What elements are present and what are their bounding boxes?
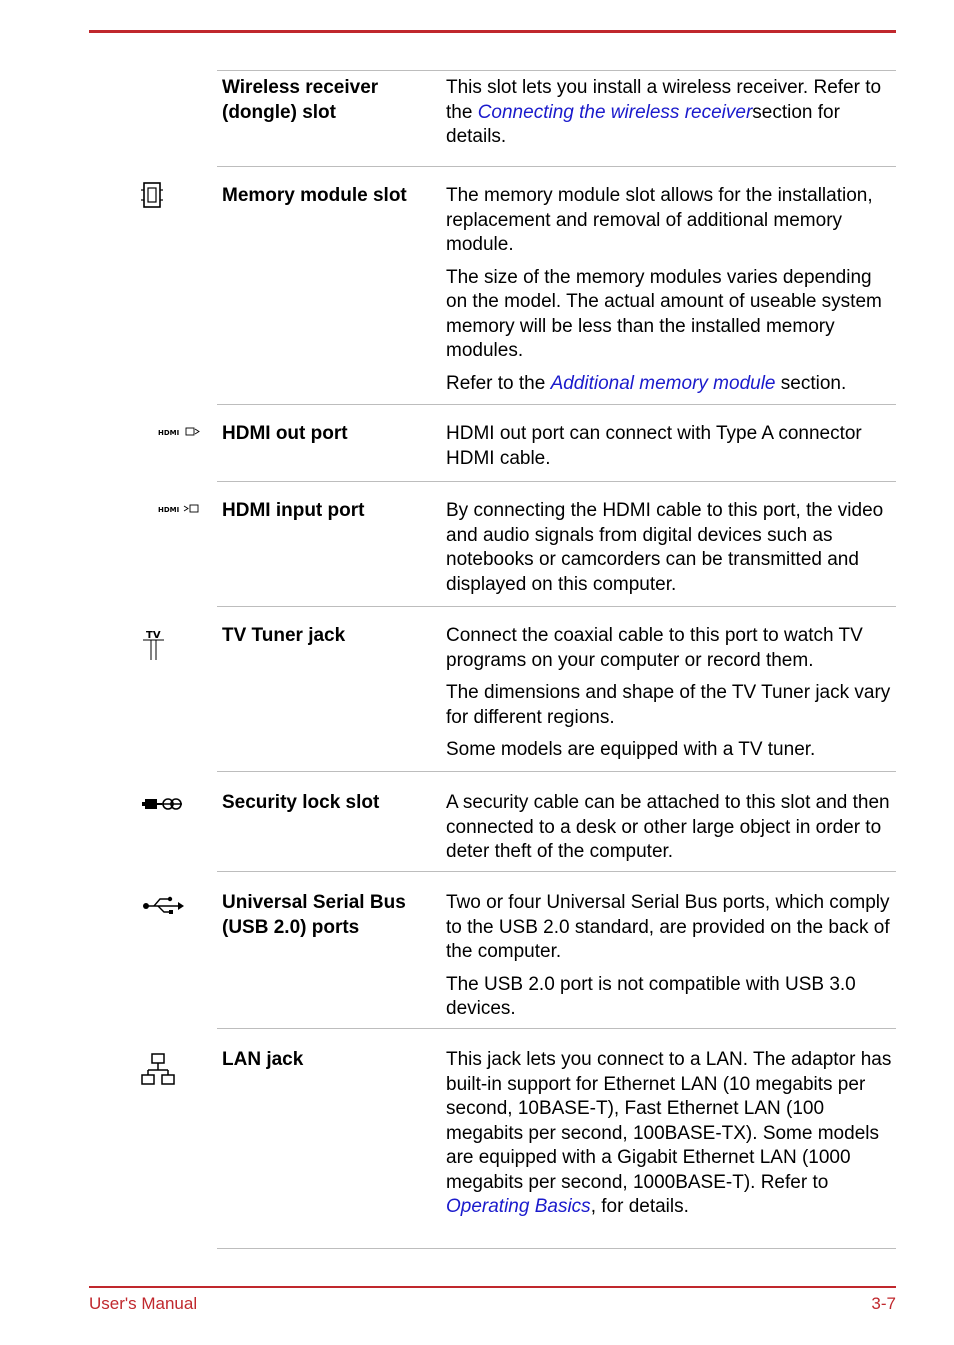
- desc-paragraph: The memory module slot allows for the installation, replacement and removal of additional memory module.: [446, 185, 873, 255]
- table-row-memory-module: [0, 166, 954, 404]
- lan-icon: [140, 1052, 190, 1086]
- term-security-lock: Security lock slot: [222, 792, 380, 813]
- term-tv-tuner: TV Tuner jack: [222, 625, 346, 646]
- desc-text: This slot lets you install a wireless receiver. Refer to the: [446, 77, 882, 123]
- link-connecting-wireless-receiver[interactable]: Connecting the wireless receiver: [477, 101, 753, 123]
- table-row-hdmi-in: [0, 481, 954, 606]
- table-row-wireless-receiver: [0, 70, 954, 154]
- desc-usb: [446, 877, 896, 1022]
- desc-paragraph: Connect the coaxial cable to this port to watch TV programs on your computer or record them.: [446, 625, 863, 671]
- desc-text: This jack lets you connect to a LAN. The adaptor has built-in support for Ethernet LAN (10 megabits per second, 10BASE-T), Fast Ethernet LAN (100 megabits per second, 100BASE-TX). Some models are equipped with a Gigabit Ethernet LAN (1000 megabits per second, 1000BASE-T). Refer to: [446, 1049, 892, 1193]
- desc-text: , for details.: [590, 1196, 689, 1217]
- desc-lan: [446, 1034, 896, 1220]
- table-row-hdmi-out: [0, 404, 954, 481]
- table-row-usb: [0, 871, 954, 1028]
- term-lan: LAN jack: [222, 1049, 304, 1070]
- desc-tv-tuner: [446, 612, 896, 763]
- header-rule: [89, 30, 896, 33]
- desc-paragraph: A security cable can be attached to this slot and then connected to a desk or other large object in order to deter theft of the computer.: [446, 792, 890, 862]
- table-row-lan: [0, 1028, 954, 1249]
- link-operating-basics[interactable]: Operating Basics: [446, 1196, 591, 1217]
- desc-paragraph: The dimensions and shape of the TV Tuner jack vary for different regions.: [446, 682, 891, 728]
- table-row-security-lock: [0, 771, 954, 871]
- link-additional-memory-module[interactable]: Additional memory module: [550, 372, 776, 394]
- term-wireless-receiver: Wireless receiver (dongle) slot: [222, 77, 379, 123]
- desc-paragraph: The size of the memory modules varies depending on the model. The actual amount of useable system memory will be less than the installed memory modules.: [446, 266, 882, 361]
- desc-wireless-receiver: [446, 76, 896, 150]
- footer-manual-title: User's Manual: [89, 1294, 198, 1313]
- desc-security-lock: [446, 777, 896, 865]
- desc-text: section for details.: [446, 101, 840, 147]
- desc-paragraph: By connecting the HDMI cable to this port, the video and audio signals from digital devices such as notebooks or camcorders can be transmitted and displayed on this computer.: [446, 500, 884, 595]
- table-row-tv-tuner: [0, 606, 954, 771]
- desc-paragraph: Some models are equipped with a TV tuner.: [446, 739, 816, 760]
- term-hdmi-in: HDMI input port: [222, 500, 365, 521]
- usb-icon: [142, 895, 192, 929]
- ports-table: [0, 70, 954, 1249]
- hdmi-out-icon: [158, 426, 208, 460]
- term-hdmi-out: HDMI out port: [222, 423, 348, 444]
- tv-tuner-icon: [142, 628, 192, 662]
- desc-hdmi-in: [446, 487, 896, 597]
- desc-memory-module: [446, 172, 896, 396]
- desc-text: section.: [775, 372, 847, 394]
- term-usb: Universal Serial Bus (USB 2.0) ports: [222, 892, 406, 938]
- desc-hdmi-out: [446, 410, 896, 471]
- desc-paragraph: [446, 1048, 896, 1220]
- desc-paragraph: Two or four Universal Serial Bus ports, which comply to the USB 2.0 standard, are provided on the back of the computer.: [446, 892, 890, 962]
- tv-tuner-icon-text: TV: [146, 630, 161, 641]
- desc-paragraph: HDMI out port can connect with Type A connector HDMI cable.: [446, 423, 862, 469]
- desc-text: Refer to the: [446, 372, 551, 394]
- hdmi-out-icon-text: HDMI: [158, 429, 180, 437]
- footer-page-number: 3-7: [871, 1294, 896, 1313]
- desc-paragraph: [446, 372, 896, 397]
- hdmi-in-icon: [158, 503, 208, 537]
- memory-module-icon: [140, 180, 190, 214]
- footer-rule: [89, 1286, 896, 1288]
- desc-paragraph: [446, 76, 896, 150]
- security-lock-icon: [142, 795, 192, 829]
- desc-paragraph: The USB 2.0 port is not compatible with USB 3.0 devices.: [446, 973, 856, 1019]
- hdmi-in-icon-text: HDMI: [158, 506, 180, 514]
- term-memory-module: Memory module slot: [222, 185, 407, 206]
